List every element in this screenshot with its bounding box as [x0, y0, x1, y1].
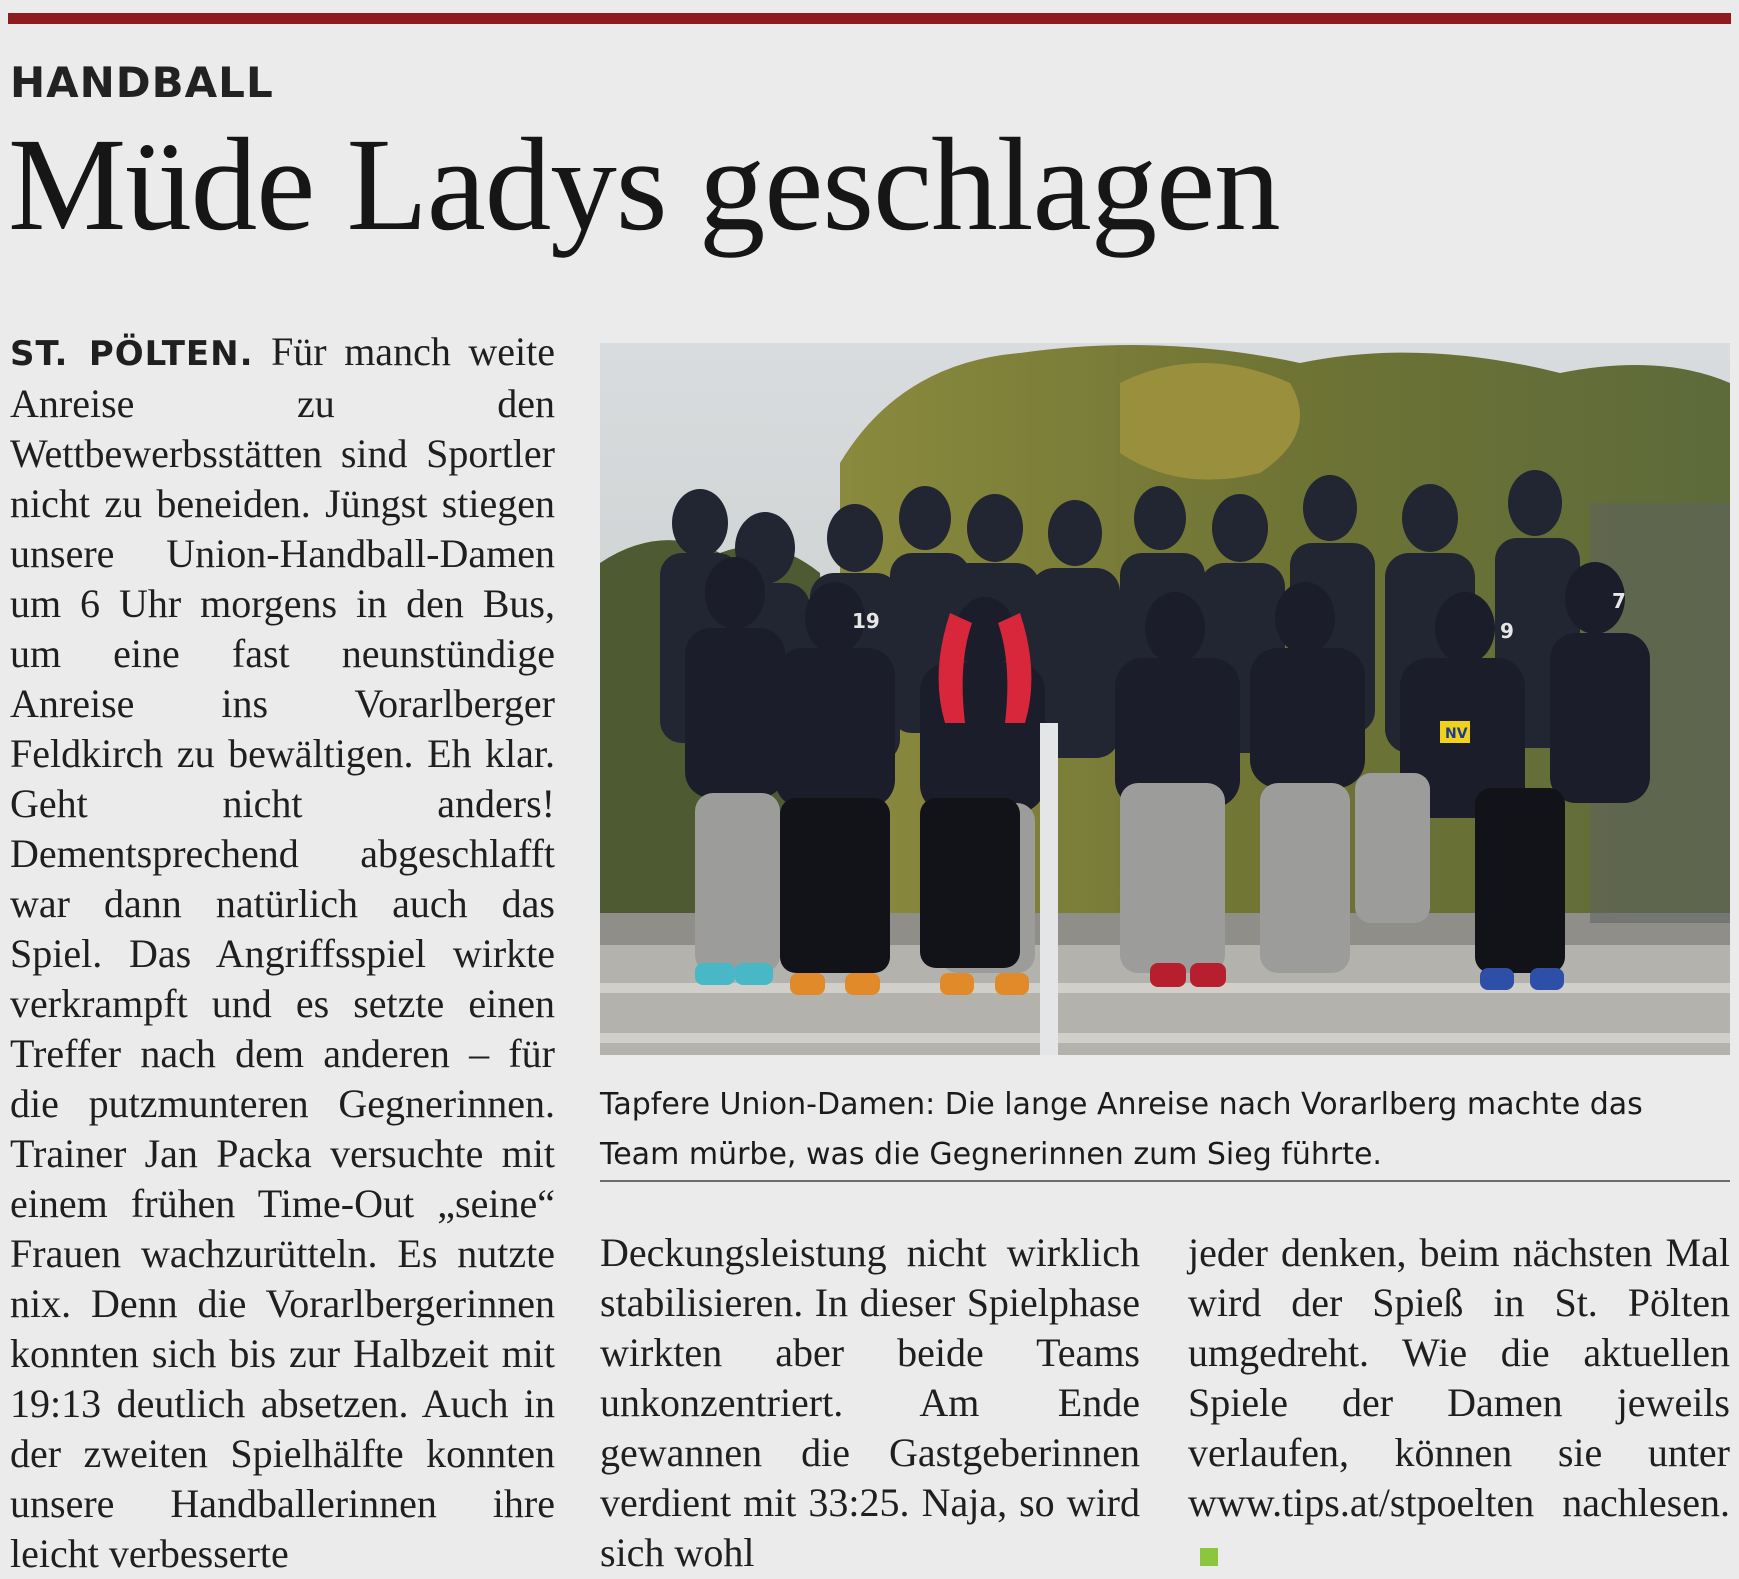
- top-rule: [8, 13, 1731, 24]
- section-kicker: HANDBALL: [10, 58, 274, 107]
- end-mark: [1200, 1548, 1218, 1566]
- column-3-text: jeder denken, beim nächsten Mal wird der Spieß in St. Pölten umgedreht. Wie die aktuellen Spiele der Damen jeweils verlaufen, können sie unter www.tips.at/stpoelten nachlesen.: [1188, 1230, 1730, 1525]
- article-column-2: Deckungsleistung nicht wirklich stabilisieren. In dieser Spielphase wirkten aber beide Teams unkonzentriert. Am Ende gewannen die Gastgeberinnen verdient mit 33:25. Naja, so wird sich wohl: [600, 1230, 1140, 1575]
- caption-rule: [600, 1180, 1730, 1182]
- sponsor-badge: NV: [1445, 726, 1468, 742]
- team-photo: [600, 343, 1730, 1055]
- photo-caption: Tapfere Union-Damen: Die lange Anreise nach Vorarlberg machte das Team mürbe, was die Gegnerinnen zum Sieg führte.: [600, 1087, 1643, 1172]
- headline: Müde Ladys geschlagen: [8, 110, 1280, 258]
- dateline: ST. PÖLTEN.: [10, 334, 254, 374]
- jersey-number-7: 7: [1612, 589, 1626, 613]
- jersey-number-9: 9: [1500, 619, 1514, 643]
- article-column-1: [10, 327, 555, 1579]
- jersey-number-19: 19: [852, 609, 880, 633]
- column-1-text: Für manch weite Anreise zu den Wettbewerbsstätten sind Sportler nicht zu beneiden. Jüngst stiegen unsere Union-Handball-Damen um 6 Uhr morgens in den Bus, um eine fast neunstündige Anreise ins Vorarlberger Feldkirch zu bewältigen. Eh klar. Geht nicht anders! Dementsprechend abgeschlafft war dann natürlich auch das Spiel. Das Angriffsspiel wirkte verkrampft und es setzte einen Treffer nach dem anderen – für die putzmunteren Gegnerinnen. Trainer Jan Packa versuchte mit einem frühen Time-Out „seine“ Frauen wachzurütteln. Es nutzte nix. Denn die Vorarlbergerinnen konnten sich bis zur Halbzeit mit 19:13 deutlich absetzen. Auch in der zweiten Spielhälfte konnten unsere Handballerinnen ihre leicht verbesserte: [10, 329, 556, 1576]
- article-column-3: [1188, 1228, 1730, 1578]
